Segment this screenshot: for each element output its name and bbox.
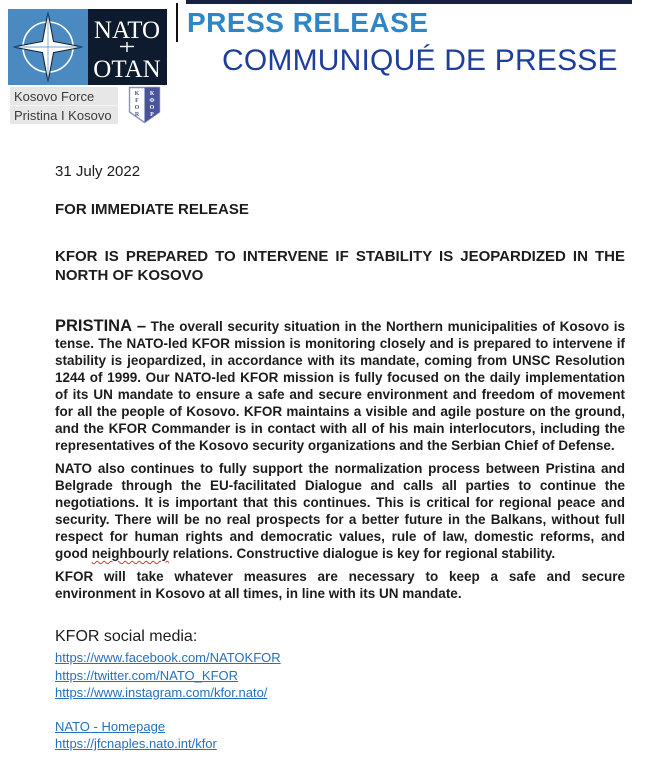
paragraph-3: KFOR will take whatever measures are necessary to keep a safe and secure environment in Kosovo at all times, in line with its UN mandate. [55,569,625,601]
header-vertical-rule [176,3,178,42]
nato-logo [8,9,167,85]
logo-nato-text: NATO [93,17,161,44]
header-top-rule [186,0,632,4]
unit-line-1: Kosovo Force [10,87,118,106]
document-body [55,163,625,753]
paragraph-1 [55,318,625,454]
logo-otan-text: OTAN [93,56,161,83]
kfor-emblem [128,86,161,124]
social-links [55,649,625,702]
spellcheck-flagged-word: neighbourly [91,546,169,561]
emblem-letter-k-cyr: К [149,91,155,97]
unit-name-block [10,87,118,124]
unit-line-2: Pristina I Kosovo [14,108,112,123]
emblem-letter-f: F [135,98,139,104]
release-status-line: FOR IMMEDIATE RELEASE [55,201,249,218]
paragraph-1-text: The overall security situation in the Northern municipalities of Kosovo is tense. The NATO-led KFOR mission is monitoring closely and is prepared to intervene if stability is jeopardized, in accordance with its mandate, coming from UNSC Resolution 1244 of 1999. Our NATO-led KFOR mission is fully focused on the daily implementation of its UN mandate to ensure a safe and secure environment and freedom of movement for all the people of Kosovo. KFOR maintains a visible and agile posture on the ground, and the KFOR Commander is in contact with all of his main interlocutors, including the representatives of the Kosovo security organizations and the Serbian Chief of Defense. [55,319,625,453]
emblem-letter-f-cyr: Ф [149,98,155,104]
paragraph-2-text-after: relations. Constructive dialogue is key for regional stability. [169,546,556,561]
emblem-letter-r-cyr: Р [150,112,154,118]
release-date: 31 July 2022 [55,163,141,180]
emblem-letter-o: O [134,105,140,111]
homepage-links [55,718,625,753]
emblem-letter-o-cyr: О [149,105,155,111]
facebook-link[interactable]: https://www.facebook.com/NATOKFOR [55,650,281,665]
instagram-link[interactable]: https://www.instagram.com/kfor.nato/ [55,685,268,700]
headline: KFOR IS PREPARED TO INTERVENE IF STABILITY IS JEOPARDIZED IN THE NORTH OF KOSOVO [55,248,625,284]
paragraph-1-dateline: PRISTINA – [55,317,147,335]
paragraph-2 [55,460,625,562]
emblem-letter-r: R [134,112,140,118]
emblem-letter-k: K [134,91,140,97]
paragraph-2-text-before: NATO also continues to fully support the normalization process between Pristina and Belgrade through the EU-facilitated Dialogue and calls all parties to continue the negotiations. It is important that this continues. This is critical for regional peace and security. There will be no real prospects for a better future in the Balkans, without full respect for human rights and democratic values, rule of law, domestic reforms, and good [55,461,625,561]
twitter-link[interactable]: https://twitter.com/NATO_KFOR [55,667,239,683]
nato-homepage-link[interactable]: NATO - Homepage [55,718,166,734]
jfcnaples-link[interactable]: https://jfcnaples.nato.int/kfor [55,736,217,751]
communique-subtitle: COMMUNIQUÉ DE PRESSE [222,44,618,77]
press-release-title: PRESS RELEASE [187,7,429,38]
social-media-heading: KFOR social media: [55,628,198,645]
